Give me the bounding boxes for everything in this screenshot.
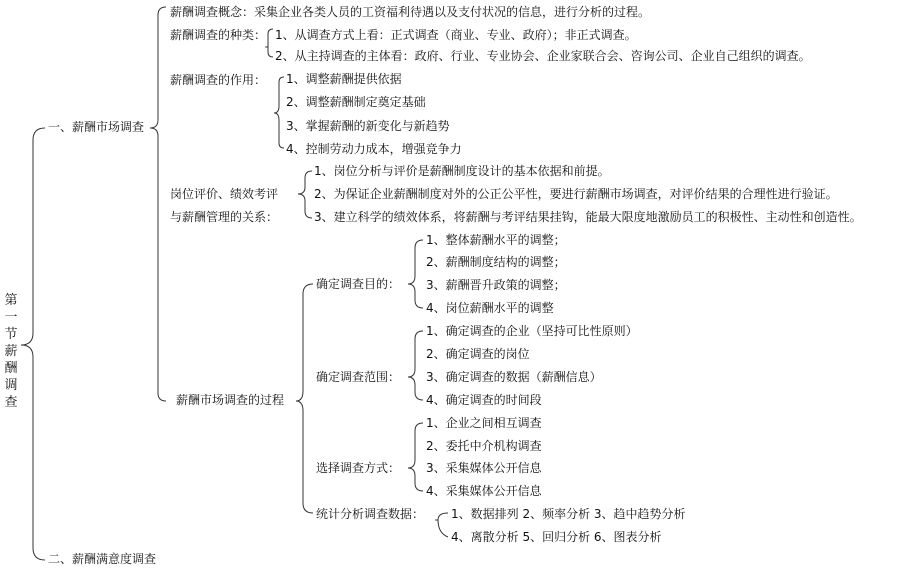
node-purpose-label: 确定调查目的： (316, 277, 401, 291)
bracket-root (21, 128, 45, 560)
node-roles-item: 4、控制劳动力成本，增强竞争力 (286, 142, 462, 156)
node-relation-item: 2、为保证企业薪酬制度对外的公正公平性，要进行薪酬市场调查，对评价结果的合理性进行验证。 (314, 187, 838, 201)
node-roles-item: 3、掌握薪酬的新变化与新趋势 (286, 119, 450, 133)
node-types-label: 薪酬调查的种类： (170, 28, 267, 42)
node-method-item: 1、企业之间相互调查 (426, 416, 542, 430)
node-method-item: 4、采集媒体公开信息 (426, 484, 542, 498)
node-scope-item: 4、确定调查的时间段 (426, 393, 542, 407)
node-types-item: 1、从调查方式上看：正式调查（商业、专业、政府）；非正式调查。 (275, 28, 637, 42)
node-market-survey: 一、薪酬市场调查 (48, 120, 145, 134)
bracket-relation (298, 171, 312, 218)
node-purpose-item: 3、薪酬晋升政策的调整； (426, 278, 566, 292)
node-relation-item: 1、岗位分析与评价是薪酬制度设计的基本依据和前提。 (314, 164, 610, 178)
node-scope-label: 确定调查范围： (316, 370, 401, 384)
bracket-stats (436, 513, 449, 537)
node-stats-item: 4、离散分析 5、回归分析 6、图表分析 (451, 530, 662, 544)
node-stats-item: 1、数据排列 2、频率分析 3、趋中趋势分析 (451, 507, 686, 521)
bracket-method (408, 423, 423, 491)
node-method-item: 3、采集媒体公开信息 (426, 461, 542, 475)
node-satisfaction-survey: 二、薪酬满意度调查 (48, 552, 157, 566)
bracket-scope (408, 331, 423, 400)
node-process-label: 薪酬市场调查的过程 (176, 393, 285, 407)
node-relation-item: 3、建立科学的绩效体系，将薪酬与考评结果挂钩，能最大限度地激励员工的积极性、主动性和创造性。 (314, 210, 862, 224)
node-scope-item: 1、确定调查的企业（坚持可比性原则） (426, 324, 638, 338)
bracket-types (266, 29, 274, 57)
bracket-roles (274, 77, 284, 148)
node-purpose-item: 2、薪酬制度结构的调整； (426, 255, 566, 269)
node-method-label: 选择调查方式： (316, 461, 401, 475)
node-scope-item: 2、确定调查的岗位 (426, 347, 530, 361)
bracket-market (150, 7, 166, 401)
node-purpose-item: 4、岗位薪酬水平的调整 (426, 301, 554, 315)
node-stats-label: 统计分析调查数据： (316, 507, 425, 521)
node-concept: 薪酬调查概念：采集企业各类人员的工资福利待遇以及支付状况的信息，进行分析的过程。 (170, 5, 651, 19)
bracket-process (296, 284, 313, 513)
node-roles-item: 2、调整薪酬制定奠定基础 (286, 95, 426, 109)
node-purpose-item: 1、整体薪酬水平的调整； (426, 233, 566, 247)
node-scope-item: 3、确定调查的数据（薪酬信息） (426, 370, 602, 384)
node-roles-item: 1、调整薪酬提供依据 (286, 72, 402, 86)
node-relation-label: 与薪酬管理的关系： (170, 210, 279, 224)
node-method-item: 2、委托中介机构调查 (426, 439, 542, 453)
root-title: 第 一 节 薪 酬 调 查 (4, 293, 18, 410)
bracket-purpose (408, 240, 423, 308)
node-relation-label: 岗位评价、绩效考评 (170, 187, 279, 201)
node-roles-label: 薪酬调查的作用： (170, 73, 267, 87)
node-types-item: 2、从主持调查的主体看：政府、行业、专业协会、企业家联合会、咨询公司、企业自己组织的调查。 (275, 49, 811, 63)
